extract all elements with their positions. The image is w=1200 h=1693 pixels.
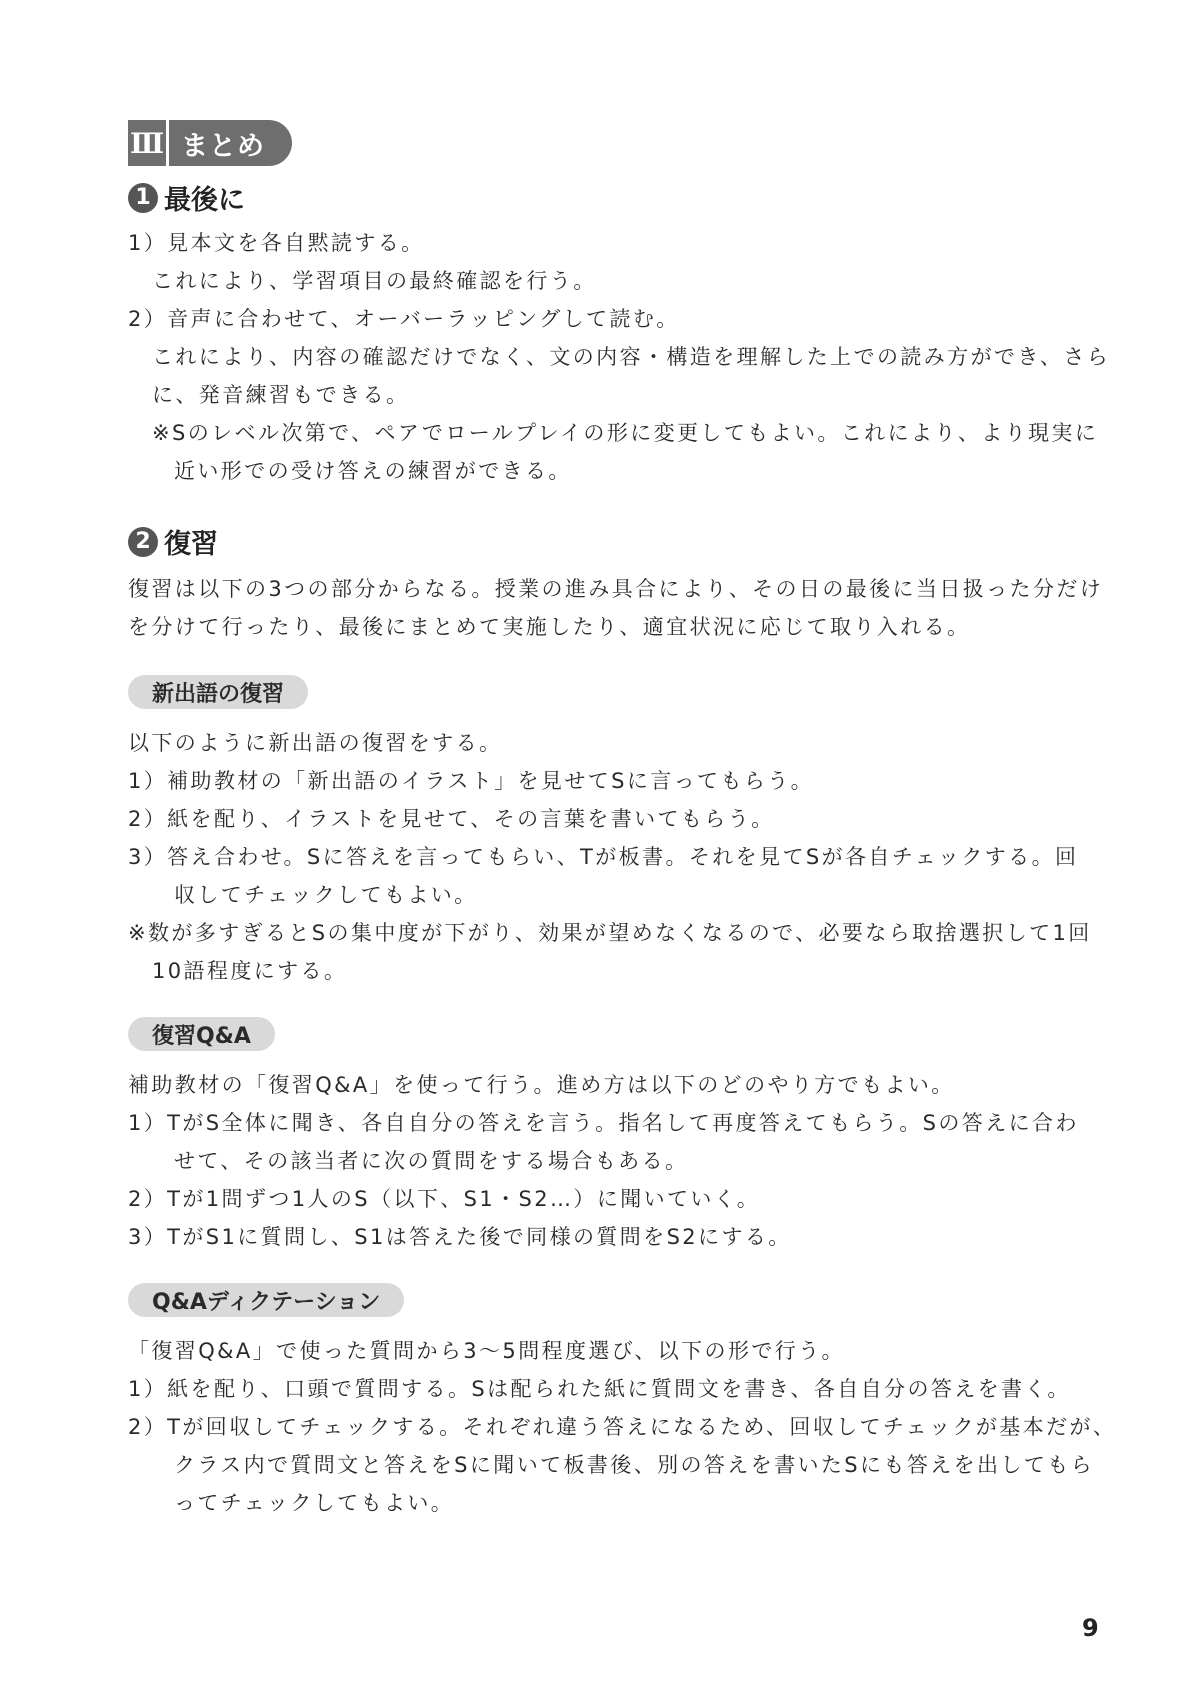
body-line: これにより、学習項目の最終確認を行う。 [152, 269, 597, 293]
body-line: 3）TがS1に質問し、S1は答えた後で同様の質問をS2にする。 [128, 1225, 792, 1249]
subheading-last [128, 178, 245, 217]
subheading-title: 最後に [164, 185, 245, 216]
body-line: 1）見本文を各自黙読する。 [128, 231, 425, 255]
body-line: ってチェックしてもよい。 [174, 1491, 455, 1515]
page-number: 9 [1082, 1614, 1099, 1642]
body-line: 2）Tが回収してチェックする。それぞれ違う答えになるため、回収してチェックが基本だが、 [128, 1415, 1117, 1439]
body-line: 収してチェックしてもよい。 [174, 883, 478, 907]
body-line: 1）TがS全体に聞き、各自自分の答えを言う。指名して再度答えてもらう。Sの答えに合わ [128, 1111, 1079, 1135]
body-line: 以下のように新出語の復習をする。 [128, 731, 503, 755]
note-line: 10語程度にする。 [152, 959, 348, 983]
body-line: クラス内で質問文と答えをSに聞いて板書後、別の答えを書いたSにも答えを出してもら [174, 1453, 1095, 1477]
body-line: これにより、内容の確認だけでなく、文の内容・構造を理解した上での読み方ができ、さら [152, 345, 1111, 369]
tag-vocab-review: 新出語の復習 [128, 675, 308, 709]
body-line: 1）紙を配り、口頭で質問する。Sは配られた紙に質問文を書き、各自自分の答えを書く。 [128, 1377, 1071, 1401]
section-title: まとめ [181, 130, 265, 162]
body-line: 1）補助教材の「新出語のイラスト」を見せてSに言ってもらう。 [128, 769, 815, 793]
circle-number-icon: 2 [128, 527, 158, 557]
note-line: 近い形での受け答えの練習ができる。 [174, 459, 572, 483]
body-line: 補助教材の「復習Q&A」を使って行う。進め方は以下のどのやり方でもよい。 [128, 1073, 955, 1097]
body-line: 2）Tが1問ずつ1人のS（以下、S1・S2…）に聞いていく。 [128, 1187, 761, 1211]
body-line: 復習は以下の3つの部分からなる。授業の進み具合により、その日の最後に当日扱った分だけ [128, 577, 1104, 601]
circle-number-icon: 1 [128, 183, 158, 213]
note-line: ※Sのレベル次第で、ペアでロールプレイの形に変更してもよい。これにより、より現実に [152, 421, 1099, 445]
tag-qa-dictation: Q&Aディクテーション [128, 1283, 404, 1317]
tag-qa-review: 復習Q&A [128, 1017, 275, 1051]
body-line: せて、その該当者に次の質問をする場合もある。 [174, 1149, 689, 1173]
body-line: 3）答え合わせ。Sに答えを言ってもらい、Tが板書。それを見てSが各自チェックする。回 [128, 845, 1079, 869]
body-line: 「復習Q&A」で使った質問から3～5問程度選び、以下の形で行う。 [128, 1339, 845, 1363]
body-line: 2）音声に合わせて、オーバーラッピングして読む。 [128, 307, 680, 331]
section-header [128, 120, 292, 166]
section-number: Ⅲ [128, 120, 169, 166]
body-line: に、発音練習もできる。 [152, 383, 410, 407]
body-line: を分けて行ったり、最後にまとめて実施したり、適宜状況に応じて取り入れる。 [128, 615, 971, 639]
note-line: ※数が多すぎるとSの集中度が下がり、効果が望めなくなるので、必要なら取捨選択して1回 [128, 921, 1092, 945]
subheading-title: 復習 [164, 529, 218, 560]
subheading-review [128, 522, 218, 561]
body-line: 2）紙を配り、イラストを見せて、その言葉を書いてもらう。 [128, 807, 775, 831]
